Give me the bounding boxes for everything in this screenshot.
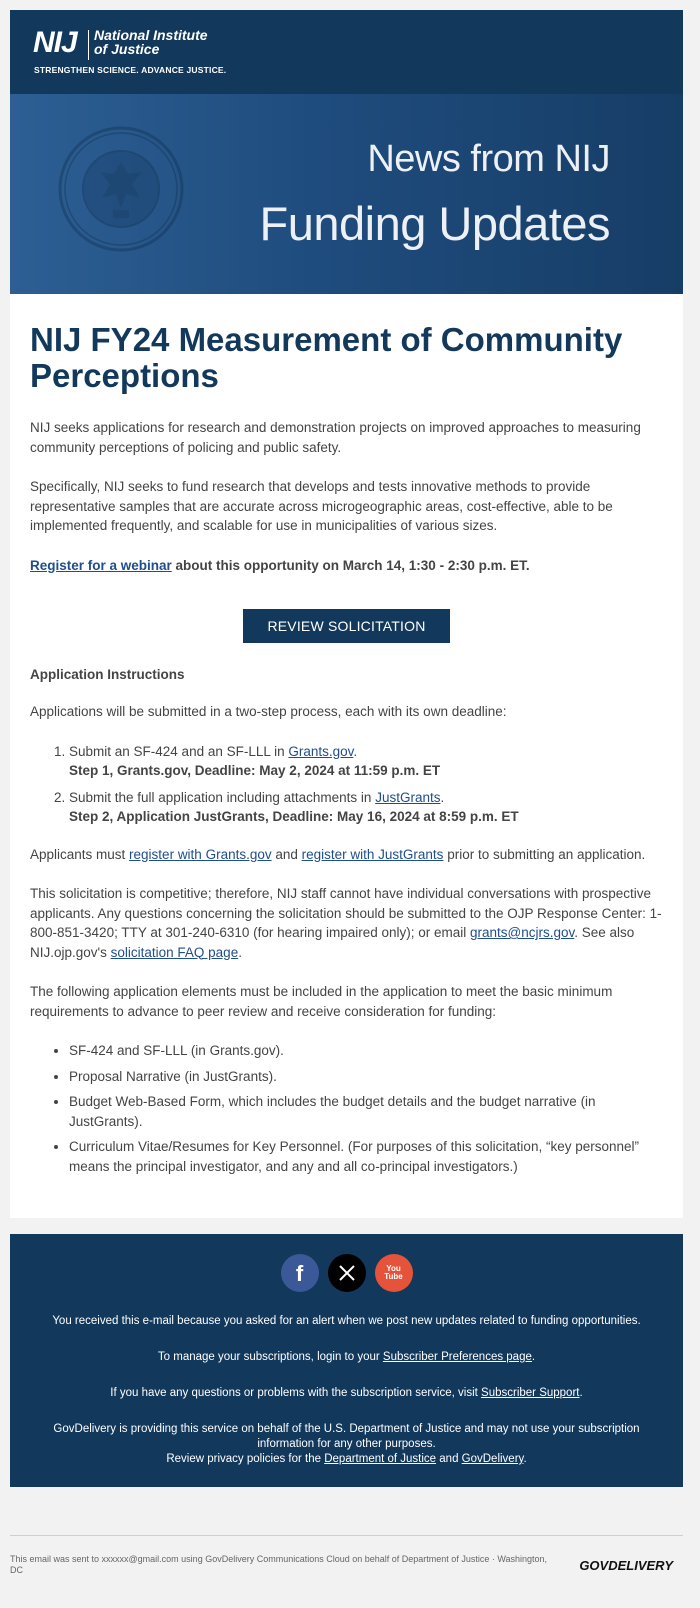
competitive-text: This solicitation is competitive; therefore, NIJ staff cannot have individual conversations with prospective applicants. Any questions concerning the solicitation should be submitted to the OJP Response Center: 1-800-851-3420; TTY at 301-240-6310 (for hearing impaired only); or email xyxy=(30,886,662,940)
list-item: • Budget Web-Based Form, which includes the budget details and the budget narrative (in JustGrants). xyxy=(69,1092,663,1131)
bottom-note-area xyxy=(10,1535,683,1595)
register-pre: Applicants must xyxy=(30,846,130,862)
button-row xyxy=(30,609,663,643)
org-name xyxy=(94,28,208,56)
govdelivery-logo[interactable]: GOVDELIVERY xyxy=(579,1558,673,1573)
register-justgrants-link[interactable]: register with JustGrants xyxy=(301,846,444,862)
alert-notice: You received this e-mail because you asked for an alert when we post new updates related to funding opportunities. xyxy=(52,1315,641,1327)
youtube-label: You Tube xyxy=(384,1264,403,1281)
subscriber-preferences-link[interactable]: Subscriber Preferences page xyxy=(382,1351,532,1363)
support-pre: If you have any questions or problems with the subscription service, visit xyxy=(110,1387,482,1399)
gov-line: GovDelivery is providing this service on behalf of the U.S. Department of Justice and may not use your subscription information for any other purposes. xyxy=(53,1423,640,1450)
govdelivery-notice xyxy=(32,1422,661,1467)
list-item: • Curriculum Vitae/Resumes for Key Personnel. (For purposes of this solicitation, “key personnel” means the principal investigator, and any and all co-principal investigators.) xyxy=(69,1137,663,1176)
support-line xyxy=(32,1386,661,1401)
logo-divider xyxy=(88,30,89,60)
doj-seal-icon xyxy=(58,126,184,252)
youtube-icon[interactable] xyxy=(375,1254,413,1292)
step-deadline: Step 2, Application JustGrants, Deadline: May 16, 2024 at 8:59 p.m. ET xyxy=(69,809,519,824)
article-title: NIJ FY24 Measurement of Community Perceptions xyxy=(30,321,623,394)
register-paragraph xyxy=(30,845,663,865)
x-icon[interactable] xyxy=(328,1254,366,1292)
main-content xyxy=(10,294,683,1218)
faq-link[interactable]: solicitation FAQ page xyxy=(110,944,239,960)
elements-intro: The following application elements must be included in the application to meet the basic minimum requirements to advance to peer review and receive consideration for funding: xyxy=(30,984,613,1019)
hero-banner xyxy=(10,94,683,294)
social-links xyxy=(32,1254,661,1292)
step-item: 1. Submit an SF-424 and an SF-LLL in Grants.gov. Step 1, Grants.gov, Deadline: May 2, 2024 at 11:59 p.m. ET xyxy=(69,742,663,781)
nij-logo[interactable]: NIJ xyxy=(33,26,77,59)
manage-pre: To manage your subscriptions, login to your xyxy=(157,1351,383,1363)
govdelivery-privacy-link[interactable]: GovDelivery xyxy=(461,1453,524,1465)
steps-list xyxy=(30,742,663,827)
justgrants-link[interactable]: JustGrants xyxy=(375,789,441,805)
grants-gov-link[interactable]: Grants.gov xyxy=(288,743,354,759)
manage-post: . xyxy=(531,1351,536,1363)
competitive-end: . xyxy=(238,944,242,960)
org-line2: of Justice xyxy=(94,41,160,57)
privacy-mid: and xyxy=(436,1453,462,1465)
email-link[interactable]: grants@ncjrs.gov xyxy=(470,925,575,940)
step-text: Submit an SF-424 and an SF-LLL in xyxy=(69,743,289,759)
doj-privacy-link[interactable]: Department of Justice xyxy=(324,1453,437,1465)
intro-paragraph: NIJ seeks applications for research and demonstration projects on improved approaches to measuring community perceptions of policing and public safety. xyxy=(30,420,641,455)
register-grants-link[interactable]: register with Grants.gov xyxy=(129,846,272,862)
competitive-mid: . See also NIJ.ojp.gov's xyxy=(30,925,635,960)
footer xyxy=(10,1234,683,1487)
competitive-paragraph xyxy=(30,884,663,962)
review-solicitation-button[interactable]: REVIEW SOLICITATION xyxy=(243,609,449,643)
webinar-line xyxy=(30,556,663,576)
privacy-pre: Review privacy policies for the xyxy=(166,1453,325,1465)
hero-title-line2: Funding Updates xyxy=(259,197,610,250)
list-item: • SF-424 and SF-LLL (in Grants.gov). xyxy=(69,1041,663,1061)
list-item: • Proposal Narrative (in JustGrants). xyxy=(69,1067,663,1087)
hero-title-line1: News from NIJ xyxy=(367,138,610,180)
webinar-text: about this opportunity on March 14, 1:30 - 2:30 p.m. ET. xyxy=(171,557,530,573)
tagline: STRENGTHEN SCIENCE. ADVANCE JUSTICE. xyxy=(34,65,227,75)
detail-paragraph: Specifically, NIJ seeks to fund research that develops and tests innovative methods to provide representative samples that are accurate across microgeographic areas, cost-effective, able to be implemented frequently, and scalable for use in municipalities of various sizes. xyxy=(30,479,613,533)
requirements-list xyxy=(30,1041,663,1176)
org-line1: National Institute xyxy=(94,27,208,43)
register-mid: and xyxy=(271,846,302,862)
brand-header xyxy=(10,10,683,94)
manage-line xyxy=(32,1350,661,1365)
email-container xyxy=(10,10,683,1595)
register-post: prior to submitting an application. xyxy=(443,846,646,862)
subscriber-support-link[interactable]: Subscriber Support xyxy=(481,1387,580,1399)
privacy-post: . xyxy=(523,1453,527,1465)
step-deadline: Step 1, Grants.gov, Deadline: May 2, 2024 at 11:59 p.m. ET xyxy=(69,763,441,778)
sent-to-note: This email was sent to xxxxxx@gmail.com using GovDelivery Communications Cloud on behalf of Department of Justice · Washington, DC xyxy=(10,1554,548,1575)
instructions-title: Application Instructions xyxy=(30,667,185,682)
webinar-link[interactable]: Register for a webinar xyxy=(30,557,172,573)
facebook-icon[interactable]: f xyxy=(281,1254,319,1292)
support-post: . xyxy=(579,1387,583,1399)
process-intro: Applications will be submitted in a two-step process, each with its own deadline: xyxy=(30,704,507,719)
step-text: Submit the full application including attachments in xyxy=(69,789,376,805)
step-item: 2. Submit the full application including attachments in JustGrants. Step 2, Application JustGrants, Deadline: May 16, 2024 at 8:59 p.m. ET xyxy=(69,788,663,827)
